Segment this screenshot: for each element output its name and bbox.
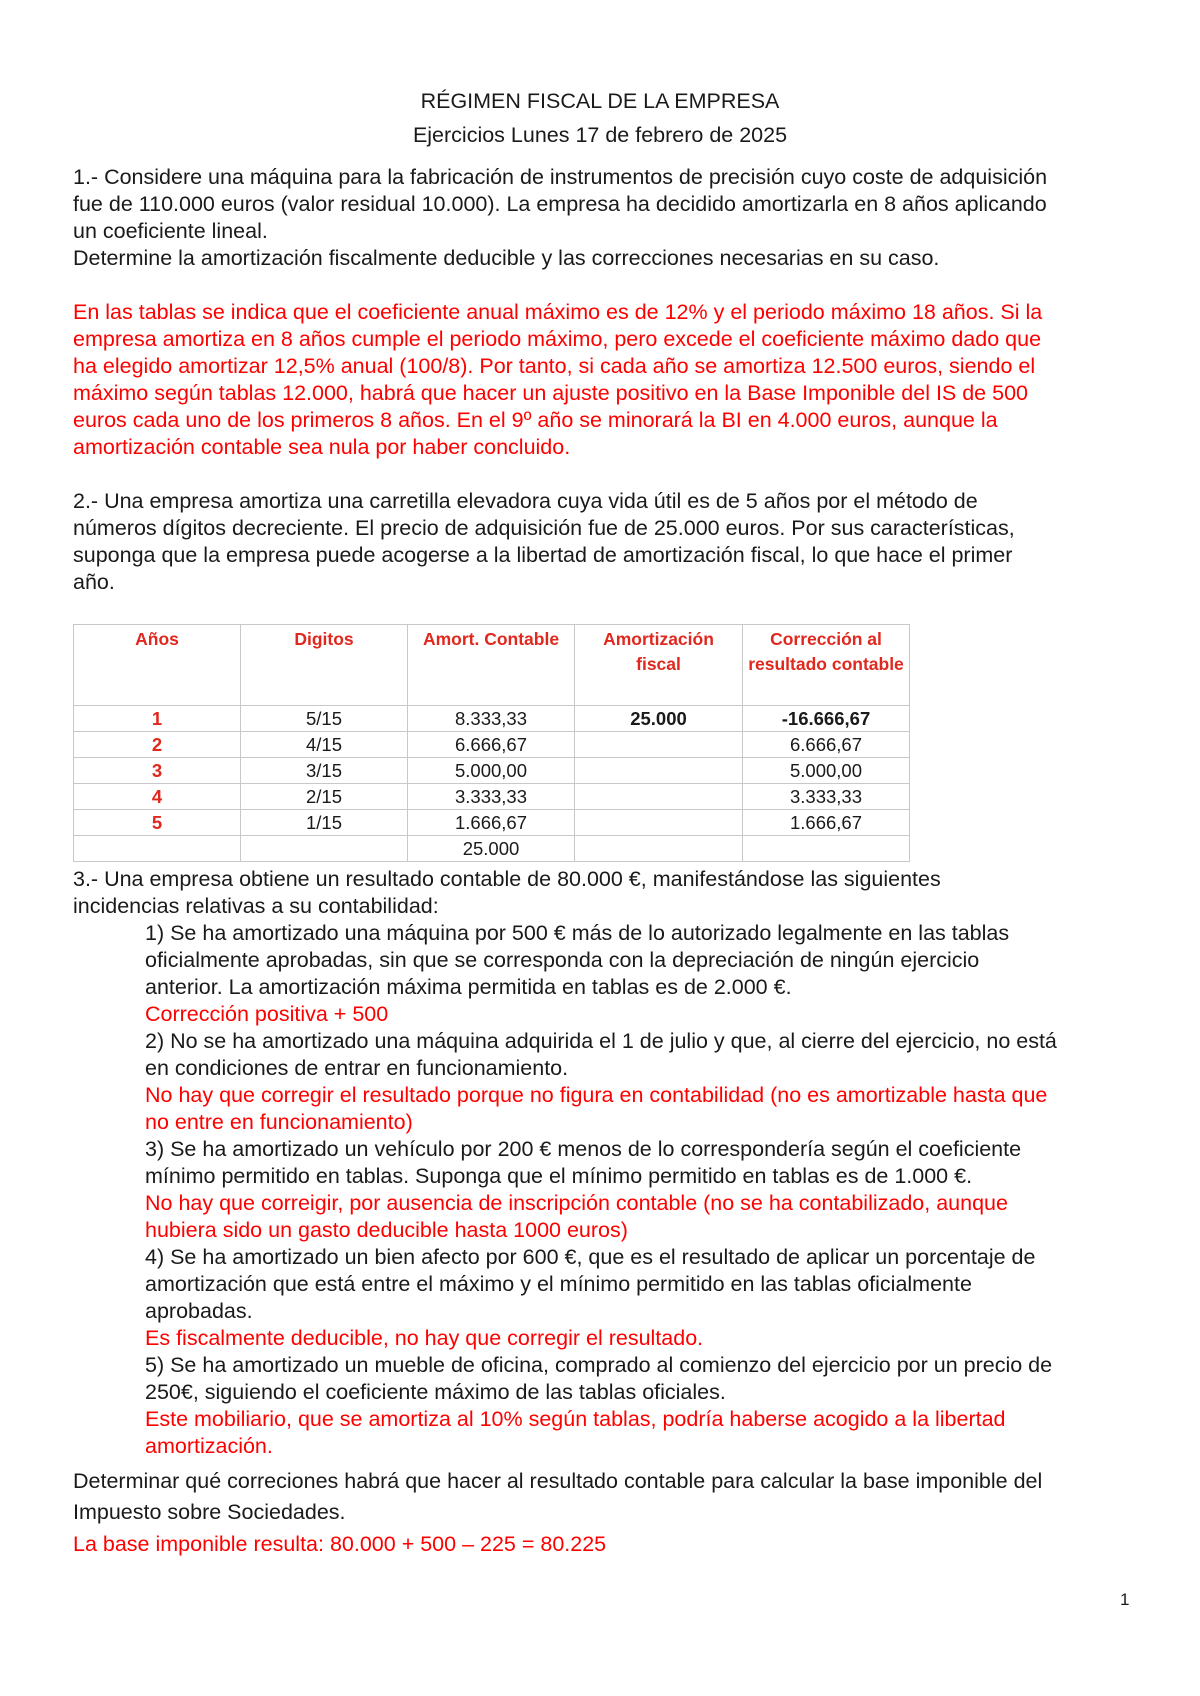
item-5-answer: Este mobiliario, que se amortiza al 10% según tablas, podría haberse acogido a la libertad — [145, 1407, 1006, 1431]
table-row — [74, 810, 910, 836]
exercise-3-item-2: 2) No se ha amortizado una máquina adquirida el 1 de julio y que, al cierre del ejercicio, no está en condiciones de entrar en funcionamiento. No hay que corregir el resultado porque no figura en contabilidad (no es amortizable hasta que no entre en funcionamiento) — [145, 1028, 1145, 1136]
exercise-3-answer: La base imponible resulta: 80.000 + 500 – 225 = 80.225 — [73, 1532, 607, 1556]
header-cell: Amort. Contable — [408, 625, 575, 706]
table-cell: 1.666,67 — [743, 810, 910, 836]
table-cell — [575, 758, 743, 784]
header-cell: Amortización fiscal — [575, 625, 743, 706]
table-cell: 5.000,00 — [743, 758, 910, 784]
table-cell — [743, 836, 910, 862]
table-cell: 1.666,67 — [408, 810, 575, 836]
table-cell: 4 — [74, 784, 241, 810]
table-cell: 5.000,00 — [408, 758, 575, 784]
exercise-1-statement: 1.- Considere una máquina para la fabricación de instrumentos de precisión cuyo coste de adquisición fue de 110.000 euros (valor residual 10.000). La empresa ha decidido amortizarla en 8 años aplicando un coeficiente lineal. Determine la amortización fiscalmente deducible y las correcciones necesarias en su caso. — [73, 165, 1048, 270]
table-row — [74, 758, 910, 784]
exercise-3-item-1: 1) Se ha amortizado una máquina por 500 € más de lo autorizado legalmente en las tablas oficialmente aprobadas, sin que se corresponda con la depreciación de ningún ejercicio anterior. La amortización máxima permitida en tablas es de 2.000 €. Corrección positiva + 500 — [145, 920, 1145, 1028]
exercise-3-intro: 3.- Una empresa obtiene un resultado contable de 80.000 €, manifestándose las siguientes incidencias relativas a su contabilidad: — [73, 867, 941, 918]
table-cell: 25.000 — [575, 706, 743, 732]
table-cell: 25.000 — [408, 836, 575, 862]
document-subtitle: Ejercicios Lunes 17 de febrero de 2025 — [412, 123, 788, 147]
amortization-table — [73, 624, 910, 862]
table-cell: 1 — [74, 706, 241, 732]
table-cell: 6.666,67 — [743, 732, 910, 758]
header-cell: Digitos — [241, 625, 408, 706]
table-cell: 3.333,33 — [743, 784, 910, 810]
table-cell: 4/15 — [241, 732, 408, 758]
header-cell: Años — [74, 625, 241, 706]
table-row — [74, 732, 910, 758]
table-cell: 5 — [74, 810, 241, 836]
table-total-row — [74, 836, 910, 862]
table-cell: -16.666,67 — [743, 706, 910, 732]
table-cell: 8.333,33 — [408, 706, 575, 732]
table-row — [74, 784, 910, 810]
exercise-3-item-3: 3) Se ha amortizado un vehículo por 200 € menos de lo correspondería según el coeficiente mínimo permitido en tablas. Suponga que el mínimo permitido en tablas es de 1.000 €. No hay que correigir, por ausencia de inscripción contable (no se ha contabilizado, aunque hubiera sido un gasto deducible hasta 1000 euros) — [145, 1136, 1145, 1244]
item-1-answer: Corrección positiva + 500 — [145, 1002, 389, 1026]
item-2-answer: No hay que corregir el resultado porque no figura en contabilidad (no es amortizable hasta que — [145, 1083, 1048, 1107]
table-cell: 3 — [74, 758, 241, 784]
table-row — [74, 706, 910, 732]
table-cell: 1/15 — [241, 810, 408, 836]
exercise-3-question: Determinar qué correciones habrá que hacer al resultado contable para calcular la base imponible del Impuesto sobre Sociedades. — [73, 1469, 1043, 1524]
table-cell: 2 — [74, 732, 241, 758]
table-cell: 3.333,33 — [408, 784, 575, 810]
header-cell: Corrección al resultado contable — [743, 625, 910, 706]
table-cell: 2/15 — [241, 784, 408, 810]
table-cell — [575, 732, 743, 758]
exercise-3-item-4: 4) Se ha amortizado un bien afecto por 600 €, que es el resultado de aplicar un porcentaje de amortización que está entre el máximo y el mínimo permitido en las tablas oficialmente aprobadas. Es fiscalmente deducible, no hay que corregir el resultado. — [145, 1244, 1145, 1352]
table-cell — [241, 836, 408, 862]
table-cell — [575, 784, 743, 810]
table-header-row — [74, 625, 910, 706]
item-3-answer: No hay que correigir, por ausencia de inscripción contable (no se ha contabilizado, aunque — [145, 1191, 1008, 1215]
page-number: 1 — [1120, 1590, 1130, 1609]
item-4-answer: Es fiscalmente deducible, no hay que corregir el resultado. — [145, 1326, 704, 1350]
table-cell — [575, 836, 743, 862]
exercise-1-answer: En las tablas se indica que el coeficiente anual máximo es de 12% y el periodo máximo 18 años. Si la empresa amortiza en 8 años cumple el periodo máximo, pero excede el coeficiente máximo dado que ha elegido amortizar 12,5% anual (100/8). Por tanto, si cada año se amortiza 12.500 euros, siendo el máximo según tablas 12.000, habrá que hacer un ajuste positivo en la Base Imponible del IS de 500 euros cada uno de los primeros 8 años. En el 9º año se minorará la BI en 4.000 euros, aunque la amortización contable sea nula por haber concluido. — [73, 300, 1043, 459]
document-title: RÉGIMEN FISCAL DE LA EMPRESA — [420, 89, 780, 113]
exercise-2-statement: 2.- Una empresa amortiza una carretilla elevadora cuya vida útil es de 5 años por el método de números dígitos decreciente. El precio de adquisición fue de 25.000 euros. Por sus características, suponga que la empresa puede acogerse a la libertad de amortización fiscal, lo que hace el primer año. — [73, 489, 1015, 594]
exercise-3-items — [145, 920, 1145, 1460]
table-cell: 5/15 — [241, 706, 408, 732]
table-cell: 6.666,67 — [408, 732, 575, 758]
table-cell — [575, 810, 743, 836]
table-cell — [74, 836, 241, 862]
table-cell: 3/15 — [241, 758, 408, 784]
exercise-3-item-5: 5) Se ha amortizado un mueble de oficina, comprado al comienzo del ejercicio por un precio de 250€, siguiendo el coeficiente máximo de las tablas oficiales. Este mobiliario, que se amortiza al 10% según tablas, podría haberse acogido a la libertad amortización. — [145, 1352, 1145, 1460]
